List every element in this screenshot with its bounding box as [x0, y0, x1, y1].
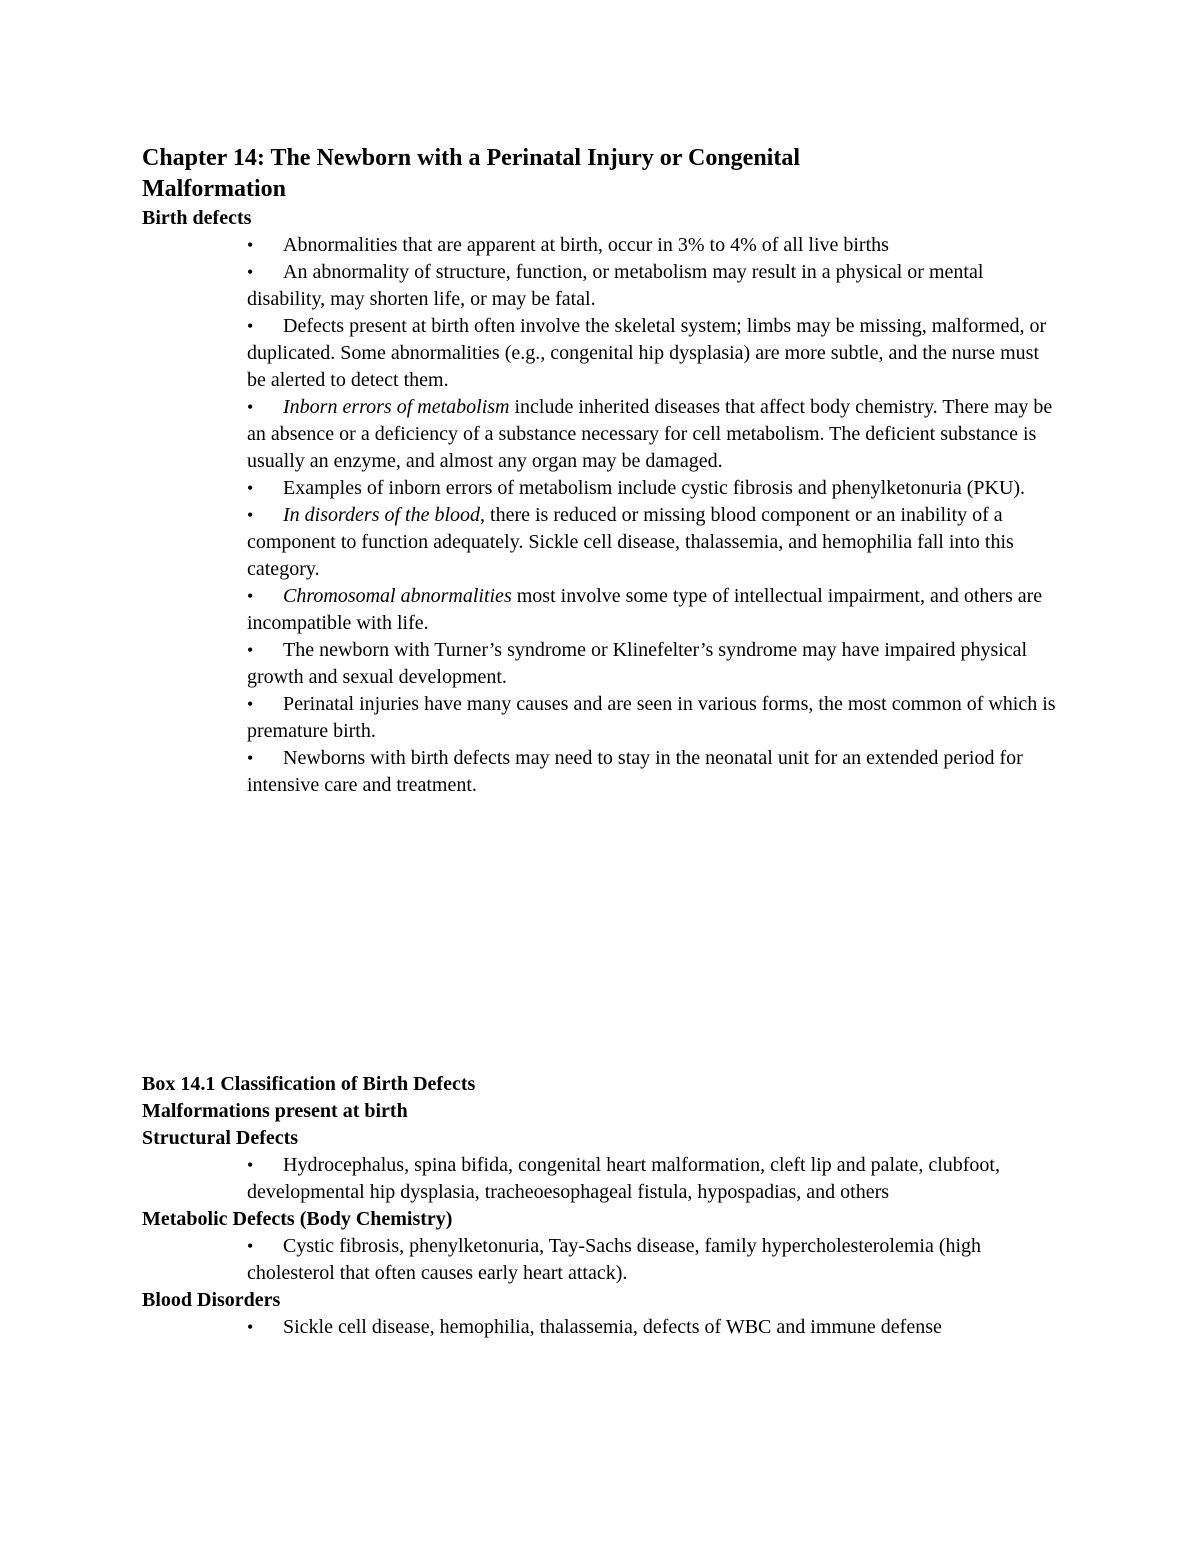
group-heading-structural: Structural Defects	[142, 1127, 299, 1149]
list-item: • Defects present at birth often involve the skeletal system; limbs may be missing, malformed, or duplicated. Some abnormalities (e.g., congenital hip dysplasia) are more subtle, and the nurse must be alerted to detect them.	[247, 315, 1047, 391]
section-heading-birth-defects: Birth defects	[142, 207, 252, 229]
blood-disorders-list	[142, 1314, 1082, 1341]
italic-term: Chromosomal abnormalities	[283, 585, 512, 607]
bullet-icon: •	[247, 748, 254, 768]
list-item: • Cystic fibrosis, phenylketonuria, Tay-Sachs disease, family hypercholesterolemia (high cholesterol that often causes early heart attack).	[247, 1235, 982, 1284]
chapter-section	[142, 143, 1082, 799]
list-item: • Chromosomal abnormalities most involve some type of intellectual impairment, and others are incompatible with life.	[247, 585, 1043, 634]
box-section	[142, 1071, 1082, 1341]
list-item: • Inborn errors of metabolism include inherited diseases that affect body chemistry. There may be an absence or a deficiency of a substance necessary for cell metabolism. The deficient substance is usually an enzyme, and almost any organ may be damaged.	[247, 396, 1053, 472]
bullet-icon: •	[247, 397, 254, 417]
list-item: • An abnormality of structure, function, or metabolism may result in a physical or mental disability, may shorten life, or may be fatal.	[247, 261, 984, 310]
list-item: • Newborns with birth defects may need to stay in the neonatal unit for an extended period for intensive care and treatment.	[247, 747, 1023, 796]
italic-term: In disorders of the blood	[283, 504, 481, 526]
box-title: Box 14.1 Classification of Birth Defects	[142, 1073, 476, 1095]
bullet-icon: •	[247, 262, 254, 282]
bullet-icon: •	[247, 586, 254, 606]
italic-term: Inborn errors of metabolism	[283, 396, 510, 418]
chapter-title: Chapter 14: The Newborn with a Perinatal Injury or Congenital Malformation	[142, 145, 801, 202]
list-item: • Abnormalities that are apparent at birth, occur in 3% to 4% of all live births	[247, 232, 1062, 259]
group-heading-blood: Blood Disorders	[142, 1289, 281, 1311]
bullet-icon: •	[247, 316, 254, 336]
box-subtitle: Malformations present at birth	[142, 1100, 408, 1122]
list-item: • Hydrocephalus, spina bifida, congenital heart malformation, cleft lip and palate, clubfoot, developmental hip dysplasia, tracheoesophageal fistula, hypospadias, and others	[247, 1154, 1000, 1203]
bullet-icon: •	[247, 1236, 254, 1256]
structural-defects-list	[142, 1152, 1082, 1206]
bullet-icon: •	[247, 640, 254, 660]
bullet-icon: •	[247, 505, 254, 525]
group-heading-metabolic: Metabolic Defects (Body Chemistry)	[142, 1208, 453, 1230]
list-item: • The newborn with Turner’s syndrome or Klinefelter’s syndrome may have impaired physical growth and sexual development.	[247, 639, 1028, 688]
bullet-icon: •	[247, 235, 254, 255]
list-item: • Sickle cell disease, hemophilia, thalassemia, defects of WBC and immune defense	[247, 1314, 1062, 1341]
bullet-icon: •	[247, 1155, 254, 1175]
birth-defects-list	[142, 232, 1082, 799]
list-item: • Perinatal injuries have many causes and are seen in various forms, the most common of which is premature birth.	[247, 693, 1056, 742]
list-item: • Examples of inborn errors of metabolism include cystic fibrosis and phenylketonuria (PKU).	[247, 475, 1062, 502]
list-item: • In disorders of the blood, there is reduced or missing blood component or an inability of a component to function adequately. Sickle cell disease, thalassemia, and hemophilia fall into this category.	[247, 504, 1014, 580]
bullet-icon: •	[247, 694, 254, 714]
bullet-icon: •	[247, 1317, 254, 1337]
bullet-icon: •	[247, 478, 254, 498]
metabolic-defects-list	[142, 1233, 1082, 1287]
